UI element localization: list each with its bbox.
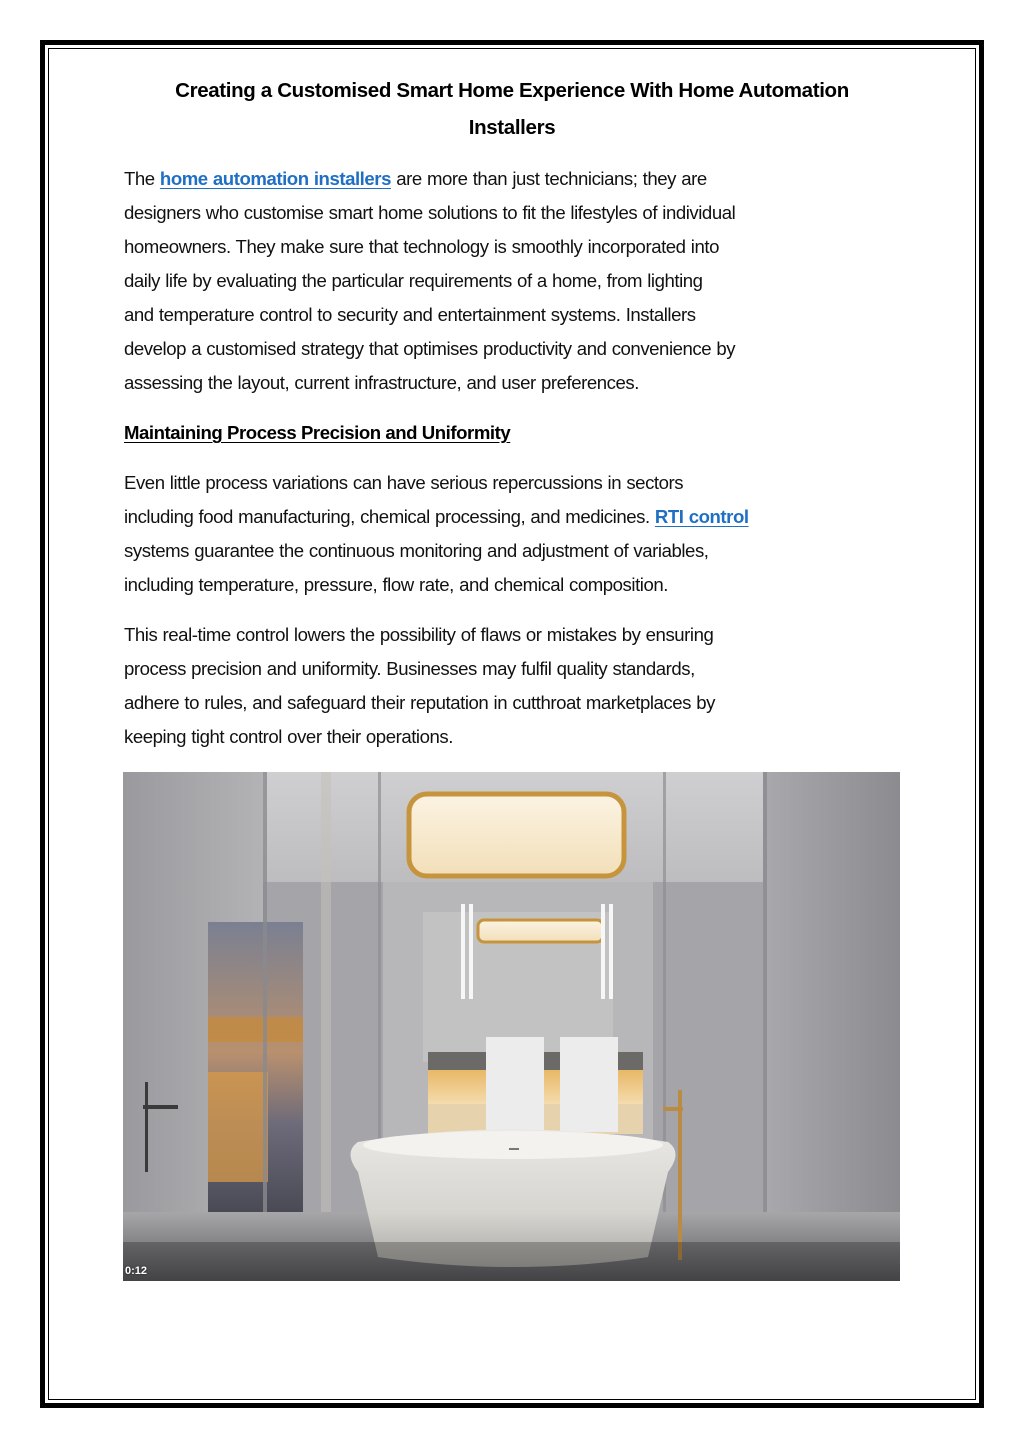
realtime-line-4: keeping tight control over their operations.	[124, 726, 453, 747]
home-automation-installers-link[interactable]: home automation installers	[159, 168, 391, 189]
document-body	[124, 72, 900, 754]
intro-paragraph	[124, 162, 900, 400]
intro-line-2: designers who customise smart home solutions to fit the lifestyles of individual	[124, 202, 736, 223]
realtime-line-1: This real-time control lowers the possibility of flaws or mistakes by ensuring	[124, 624, 714, 645]
intro-line-6: develop a customised strategy that optimises productivity and convenience by	[124, 338, 736, 359]
realtime-line-3: adhere to rules, and safeguard their reputation in cutthroat marketplaces by	[124, 692, 715, 713]
process-line-3: systems guarantee the continuous monitoring and adjustment of variables,	[124, 540, 709, 561]
video-timestamp: 0:12	[125, 1265, 148, 1277]
intro-line-5: and temperature control to security and entertainment systems. Installers	[124, 304, 696, 325]
intro-line-7: assessing the layout, current infrastructure, and user preferences.	[124, 372, 639, 393]
section-heading: Maintaining Process Precision and Uniformity	[124, 422, 511, 443]
process-paragraph	[124, 466, 900, 602]
intro-line-1	[124, 162, 900, 196]
realtime-line-2: process precision and uniformity. Businesses may fulfil quality standards,	[124, 658, 695, 679]
rti-control-link[interactable]: RTI control	[654, 506, 749, 527]
process-line-4: including temperature, pressure, flow rate, and chemical composition.	[124, 574, 668, 595]
intro-line-3: homeowners. They make sure that technology is smoothly incorporated into	[124, 236, 719, 257]
intro-line-1-rest: are more than just technicians; they are	[390, 168, 707, 189]
title-line-2: Installers	[468, 116, 556, 139]
title-line-1: Creating a Customised Smart Home Experience With Home Automation	[175, 79, 849, 102]
bathroom-illustration	[123, 772, 900, 1281]
bathroom-image	[123, 772, 900, 1281]
intro-lead-text: The	[124, 168, 160, 189]
intro-line-4: daily life by evaluating the particular requirements of a home, from lighting	[124, 270, 703, 291]
process-line-2-lead: including food manufacturing, chemical processing, and medicines.	[124, 506, 655, 527]
realtime-paragraph	[124, 618, 900, 754]
document-title	[124, 72, 900, 146]
process-line-1: Even little process variations can have serious repercussions in sectors	[124, 472, 684, 493]
process-line-2	[124, 500, 900, 534]
